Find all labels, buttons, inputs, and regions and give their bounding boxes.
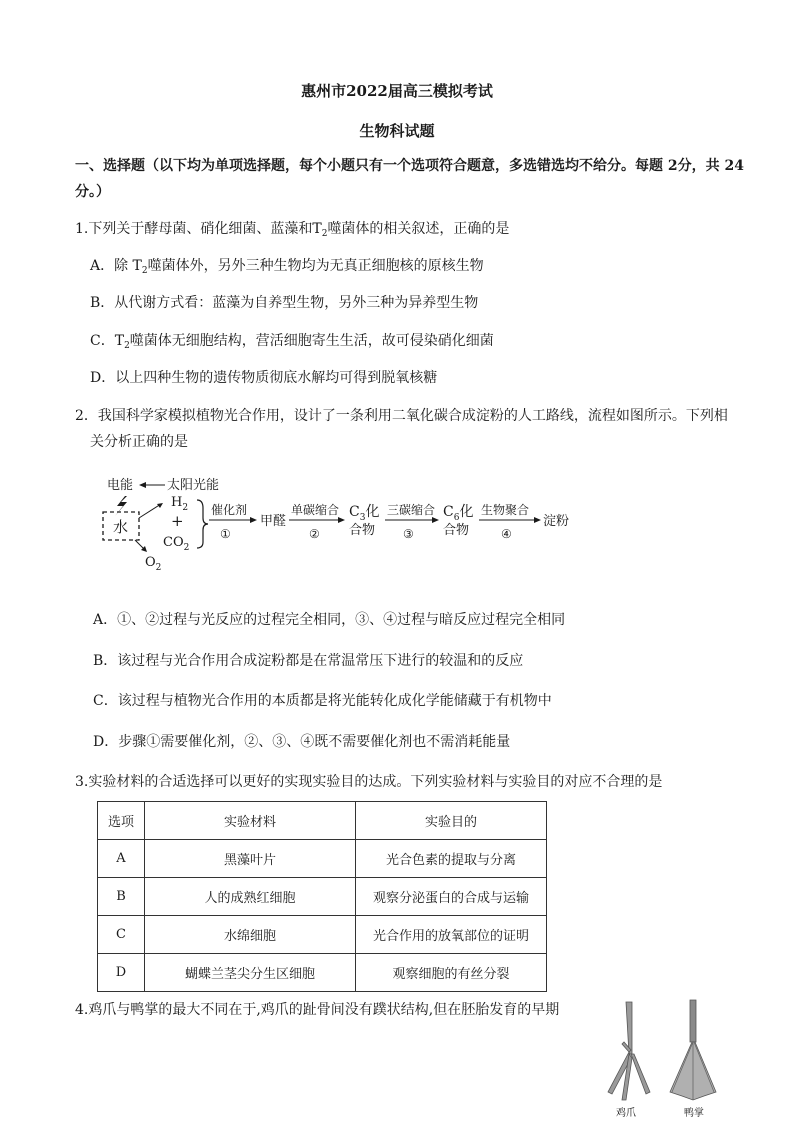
- section-heading-line2: 分。）: [75, 184, 110, 200]
- chicken-foot-label: 鸡爪: [616, 1108, 636, 1119]
- q2-stem-line1: 2．我国科学家模拟植物光合作用，设计了一条利用二氧化碳合成淀粉的人工路线，流程如图所示。下列相: [75, 408, 728, 424]
- q3-stem: 3.实验材料的合适选择可以更好的实现实验目的达成。下列实验材料与实验目的对应不合理的是: [75, 774, 663, 790]
- q4-stem: 4.鸡爪与鸭掌的最大不同在于,鸡爪的趾骨间没有蹼状结构,但在胚胎发育的早期: [75, 1002, 560, 1018]
- c6-label: $C_6$化: [443, 504, 474, 523]
- water-to-h2-arrow: [139, 504, 161, 518]
- step1-arrowhead: [250, 517, 257, 523]
- duck-foot-illustration: [670, 1000, 716, 1100]
- header-option: 选项: [98, 802, 145, 840]
- step3-arrowhead: [432, 517, 439, 523]
- tri-carbon-label: 三碳缩合: [387, 503, 436, 517]
- duck-foot-label: 鸭掌: [684, 1108, 704, 1119]
- single-carbon-label: 单碳缩合: [291, 503, 340, 517]
- water-label: 水: [113, 518, 129, 536]
- table-cell: 黑藻叶片: [145, 840, 356, 878]
- step4-arrowhead: [534, 517, 541, 523]
- step1-number: ①: [220, 527, 231, 541]
- brace: [197, 500, 208, 548]
- table-cell: 水绵细胞: [145, 916, 356, 954]
- step2-number: ②: [309, 527, 320, 541]
- methanal-label: 甲醛: [260, 514, 287, 529]
- table-cell: D: [98, 954, 145, 992]
- table-cell: 蝴蝶兰茎尖分生区细胞: [145, 954, 356, 992]
- table-header-row: [98, 802, 547, 840]
- table-cell: C: [98, 916, 145, 954]
- electric-energy-label: 电能: [107, 478, 134, 493]
- o2-label: $O_2$: [145, 555, 162, 573]
- experiment-table: [97, 801, 547, 992]
- q1-option-d: D．以上四种生物的遗传物质彻底水解均可得到脱氧核糖: [90, 370, 438, 386]
- q1-option-b: B．从代谢方式看：蓝藻为自养型生物，另外三种为异养型生物: [90, 295, 479, 311]
- exam-title: 惠州市2022届高三模拟考试: [301, 82, 493, 100]
- table-cell: 光合作用的放氧部位的证明: [356, 916, 547, 954]
- table-row: [98, 954, 547, 992]
- q2-option-a: A．①、②过程与光反应的过程完全相同，③、④过程与暗反应过程完全相同: [93, 612, 566, 628]
- c3-compound-label: 合物: [349, 523, 376, 538]
- section-heading-line1: 一、选择题（以下均为单项选择题，每个小题只有一个选项符合题意，多选错选均不给分。每题 2分，共 24: [75, 158, 744, 174]
- step4-number: ④: [501, 527, 512, 541]
- table-row: [98, 840, 547, 878]
- header-purpose: 实验目的: [356, 802, 547, 840]
- q1-option-c: C．$T_2$噬菌体无细胞结构，营活细胞寄生生活，故可侵染硝化细菌: [90, 333, 494, 351]
- header-material: 实验材料: [145, 802, 356, 840]
- step2-arrowhead: [338, 517, 345, 523]
- table-cell: 人的成熟红细胞: [145, 878, 356, 916]
- starch-synthesis-flow-diagram: [95, 468, 595, 578]
- q1-stem: 1.下列关于酵母菌、硝化细菌、蓝藻和$T_2$噬菌体的相关叙述，正确的是: [75, 221, 510, 239]
- table-cell: A: [98, 840, 145, 878]
- starch-label: 淀粉: [543, 514, 570, 529]
- q2-option-d: D．步骤①需要催化剂，②、③、④既不需要催化剂也不需消耗能量: [93, 734, 511, 750]
- c6-compound-label: 合物: [443, 523, 470, 538]
- q2-option-b: B．该过程与光合作用合成淀粉都是在常温常压下进行的较温和的反应: [93, 653, 524, 669]
- subject-title: 生物科试题: [359, 122, 435, 140]
- c3-label: $C_3$化: [349, 504, 380, 523]
- bio-polymerization-label: 生物聚合: [481, 503, 530, 517]
- table-cell: 光合色素的提取与分离: [356, 840, 547, 878]
- catalyst-label: 催化剂: [211, 503, 248, 517]
- step3-number: ③: [403, 527, 414, 541]
- co2-label: $CO_2$: [163, 535, 190, 553]
- table-cell: 观察细胞的有丝分裂: [356, 954, 547, 992]
- h2-label: $H_2$: [171, 495, 189, 513]
- chicken-foot-illustration: [608, 1002, 650, 1100]
- q1-option-a: A．除 $T_2$噬菌体外，另外三种生物均为无真正细胞核的原核生物: [90, 258, 484, 276]
- lightning-icon: [115, 496, 127, 516]
- q2-stem-line2: 关分析正确的是: [90, 434, 188, 450]
- plus-sign: +: [171, 512, 184, 530]
- chicken-duck-feet-image: [598, 996, 728, 1120]
- table-cell: 观察分泌蛋白的合成与运输: [356, 878, 547, 916]
- solar-energy-label: 太阳光能: [167, 478, 220, 493]
- table-cell: B: [98, 878, 145, 916]
- solar-to-electric-arrowhead: [139, 482, 146, 488]
- table-row: [98, 878, 547, 916]
- table-row: [98, 916, 547, 954]
- q2-option-c: C．该过程与植物光合作用的本质都是将光能转化成化学能储藏于有机物中: [93, 693, 552, 709]
